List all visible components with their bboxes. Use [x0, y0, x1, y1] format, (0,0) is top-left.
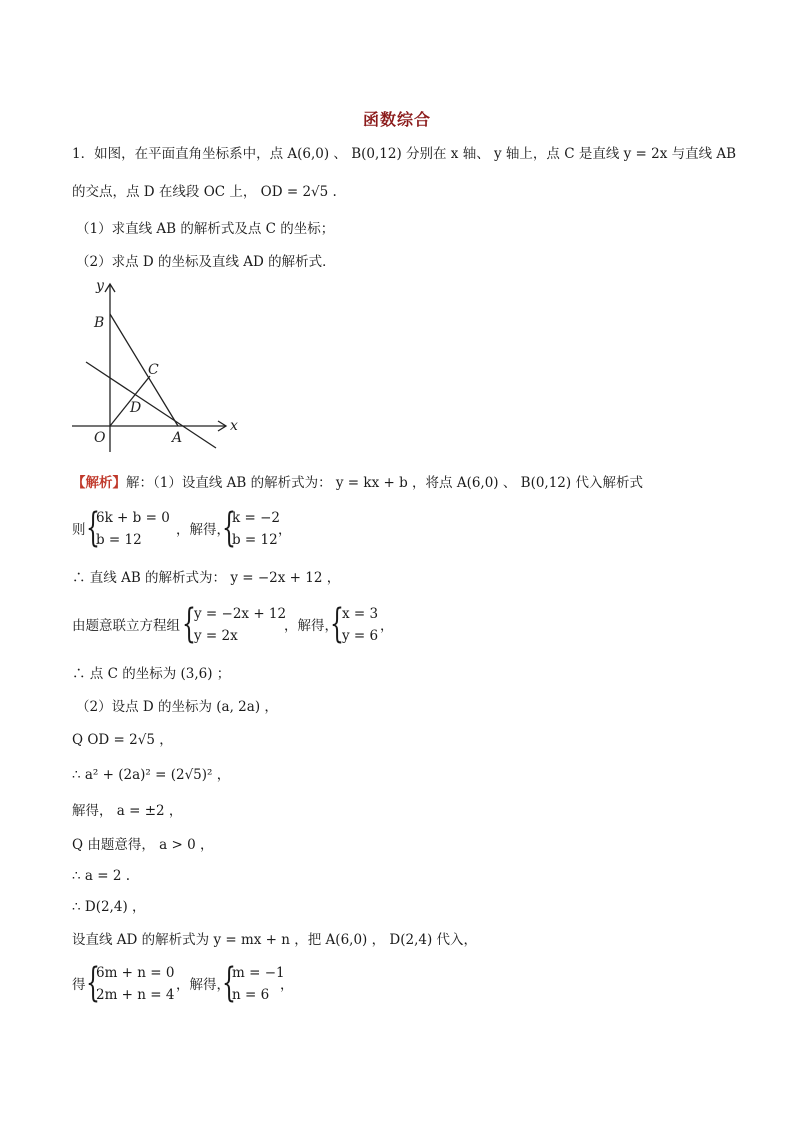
problem-line-1: 1．如图，在平面直角坐标系中，点 A(6,0) 、 B(0,12) 分别在 x 轴、 y 轴上，点 C 是直线 y = 2x 与直线 AB [72, 146, 737, 162]
system-2-eq-1: y = −2x + 12 [194, 606, 287, 622]
system-1-eq-1: 6k + b = 0 [96, 510, 170, 526]
solution-1-eq-1: k = −2 [232, 510, 280, 526]
system-2-eq-2: y = 2x [194, 628, 238, 644]
solution-1-eq-2: b = 12 [232, 532, 278, 548]
equation-system-1-row [72, 505, 332, 552]
solution-2-eq-2: y = 6 [342, 628, 379, 644]
solution-step-10: Q 由题意得， a > 0 ， [72, 837, 214, 853]
solution-step-5: ∴ 点 C 的坐标为 (3,6) ； [72, 666, 231, 682]
system-1-prefix: 则 [72, 522, 86, 538]
question-2: （2）求点 D 的坐标及直线 AD 的解析式． [76, 254, 336, 270]
solution-2-brace: { [330, 601, 344, 647]
solution-3-eq-1: m = −1 [232, 965, 285, 981]
equation-system-2-row [72, 601, 452, 648]
solution-line-1 [72, 473, 643, 493]
analysis-tag: 【解析】 [72, 475, 126, 491]
solution-step-9: 解得， a = ±2 ， [72, 803, 183, 819]
label-D: D [130, 400, 142, 416]
system-3-brace: { [86, 960, 100, 1006]
solution-step-8: ∴ a² + (2a)² = (2√5)² ， [72, 767, 231, 783]
label-C: C [148, 362, 159, 378]
system-1-brace: { [86, 505, 100, 551]
label-O: O [94, 430, 106, 446]
label-A: A [172, 430, 183, 446]
line-AB [110, 314, 178, 426]
solution-1-end: ， [278, 522, 292, 538]
solution-step-7: Q OD = 2√5 ， [72, 732, 173, 748]
solution-2-end: ， [380, 618, 394, 634]
label-x: x [230, 418, 238, 434]
solution-3-brace: { [222, 960, 236, 1006]
solution-3-end: ， [280, 977, 294, 993]
coordinate-figure [66, 276, 256, 466]
system-1-eq-2: b = 12 [96, 532, 142, 548]
system-3-eq-1: 6m + n = 0 [96, 965, 175, 981]
system-2-solve-text: ，解得， [284, 618, 338, 634]
solution-1-brace: { [222, 505, 236, 551]
system-1-solve-text: ，解得， [176, 522, 230, 538]
solution-2-eq-1: x = 3 [342, 606, 379, 622]
system-3-eq-2: 2m + n = 4 [96, 987, 175, 1003]
label-y: y [96, 278, 104, 294]
system-2-brace: { [182, 601, 196, 647]
solution-step-13: 设直线 AD 的解析式为 y = mx + n ，把 A(6,0) ， D(2,4) 代入， [72, 932, 478, 948]
page-title: 函数综合 [362, 110, 431, 129]
solution-step-1: 解：（1）设直线 AB 的解析式为： y = kx + b ，将点 A(6,0) 、 B(0,12) 代入解析式 [126, 475, 643, 491]
system-3-prefix: 得 [72, 977, 86, 993]
question-1: （1）求直线 AB 的解析式及点 C 的坐标； [76, 221, 335, 237]
system-3-solve-text: ，解得， [176, 977, 230, 993]
solution-step-12: ∴ D(2,4) ， [72, 899, 146, 915]
solution-step-11: ∴ a = 2 . [72, 868, 130, 884]
label-B: B [94, 315, 105, 331]
system-2-prefix: 由题意联立方程组 [72, 618, 180, 634]
solution-step-6: （2）设点 D 的坐标为 (a, 2a) ， [76, 699, 278, 715]
solution-3-eq-2: n = 6 [232, 987, 270, 1003]
problem-line-2: 的交点，点 D 在线段 OC 上， OD = 2√5 . [72, 184, 337, 200]
solution-step-3: ∴ 直线 AB 的解析式为： y = −2x + 12 ， [72, 570, 341, 586]
equation-system-3-row [72, 960, 332, 1007]
